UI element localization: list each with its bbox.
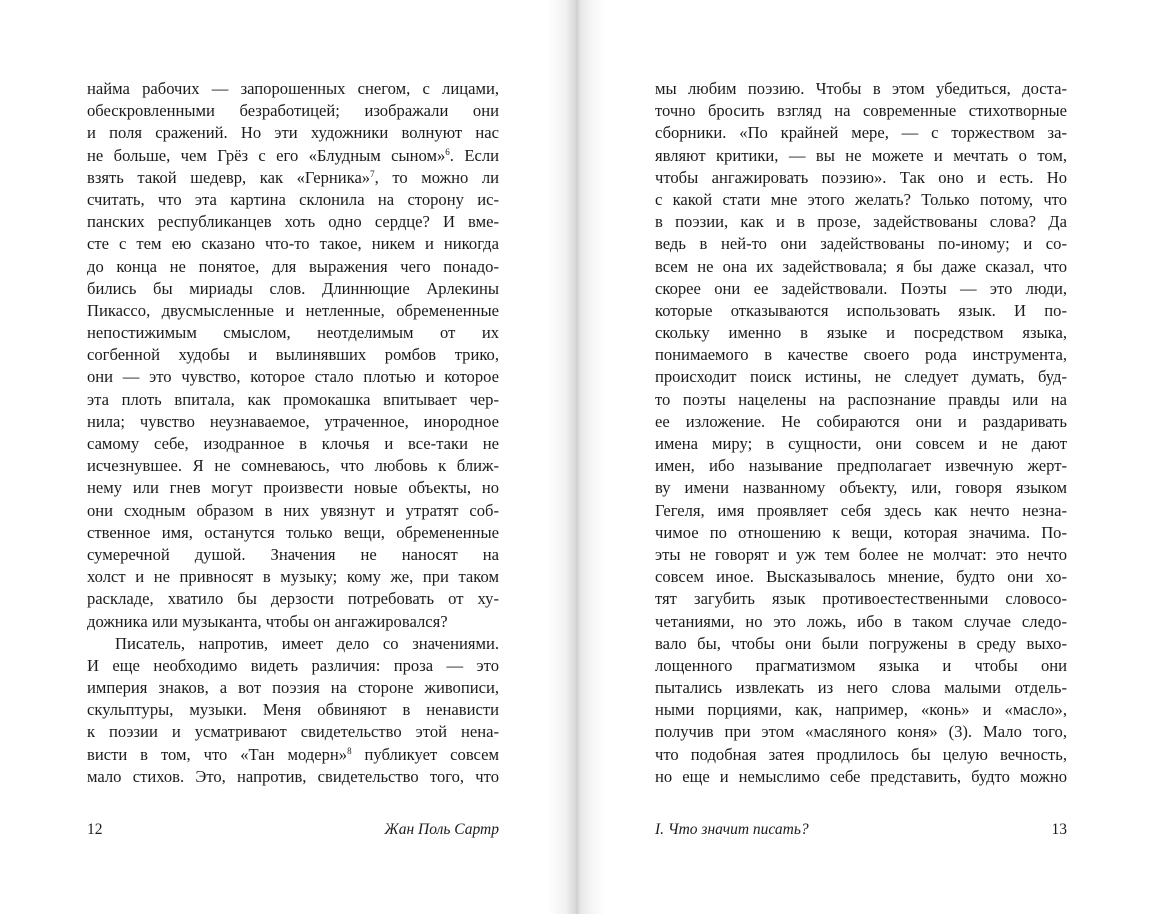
text-line: мы любим поэзию. Чтобы в этом убедиться, доста- <box>655 79 1067 98</box>
text-line: империя знаков, а вот поэзия на стороне живописи, <box>87 678 499 698</box>
text-line: Пикассо, двусмысленные и нетленные, обремененные <box>87 300 499 320</box>
text-line: но еще и немыслимо себе представить, будто можно <box>655 766 1067 786</box>
text-line: эты не говорят и уж тем более не молчат: это нечто <box>655 544 1067 564</box>
text-line: самому себе, изодранное в клочья и все-таки не <box>87 434 499 453</box>
text-line: холст и не привносят в музыку; кому же, при таком <box>87 567 499 587</box>
text-line: Гегеля, имя проявляет себя здесь как нечто незна- <box>655 500 1067 520</box>
text-line: мало стихов. Это, напротив, свидетельство того, что <box>87 766 499 786</box>
text-line: согбенной худобы и вылинявших ромбов трико, <box>87 345 499 365</box>
text-line: происходит поиск истины, не следует думать, буд- <box>655 367 1067 387</box>
text-segment: не больше, чем Грёз с его «Блудным сыном» <box>87 145 446 165</box>
paragraph-first-line: Писатель, напротив, имеет дело со значениями. <box>115 633 499 653</box>
text-segment: . Если <box>449 145 499 165</box>
book-gutter <box>548 0 606 914</box>
text-line: исчезнувшее. Я не сомневаюсь, что любовь к ближ- <box>87 456 499 476</box>
right-page-body <box>655 78 1067 788</box>
text-line: чтобы ангажировать поэзию». Так оно и есть. Но <box>655 167 1067 187</box>
text-segment: публикует совсем <box>351 744 499 764</box>
text-line: ственное имя, останутся только вещи, обремененные <box>87 522 499 542</box>
text-line: с какой стати мне этого желать? Только потому, что <box>655 189 1067 209</box>
text-line: они сходным образом в них увязнут и утратят соб- <box>87 500 499 520</box>
text-line: нему или гнев могут произвести новые объекты, но <box>87 478 499 498</box>
text-line: вало бы, чтобы они были погружены в среду выхо- <box>655 633 1067 653</box>
page-number: 12 <box>87 821 103 838</box>
text-segment: висти в том, что «Тан модерн» <box>87 744 348 764</box>
text-line: сте с тем ею сказано что-то такое, никем и никогда <box>87 234 499 254</box>
text-line: скольку именно в языке и посредством языка, <box>655 323 1067 343</box>
running-head-chapter: I. Что значит писать? <box>655 821 809 838</box>
text-line: совсем иное. Высказывалось мнение, будто они хо- <box>655 567 1067 587</box>
text-segment: , то можно ли <box>374 167 499 187</box>
text-line: что подобная затея продлилось бы целую вечность, <box>655 744 1067 764</box>
text-line: точно бросить взгляд на современные стихотворные <box>655 101 1067 121</box>
right-page-footer <box>655 820 1067 840</box>
text-line: в поэзии, как и в прозе, задействованы слова? Да <box>655 212 1067 232</box>
text-line: до конца не понятое, для выражения чего понадо- <box>87 256 499 276</box>
page-number: 13 <box>1051 821 1067 838</box>
text-line: И еще необходимо видеть различия: проза — это <box>87 655 499 675</box>
text-line: считать, что эта картина склонила на сторону ис- <box>87 189 499 209</box>
text-line: являют критики, — вы не можете и мечтать о том, <box>655 145 1067 165</box>
text-line: к поэзии и усматривают свидетельство этой нена- <box>87 722 499 742</box>
left-page-body <box>87 78 499 788</box>
text-line: ными порциями, как, например, «конь» и «масло», <box>655 700 1067 720</box>
text-line: сумеречной душой. Значения не наносят на <box>87 544 499 564</box>
text-line: имен, ибо называние предполагает извечную жерт- <box>655 456 1067 476</box>
footnote-marker[interactable]: 8 <box>347 745 352 756</box>
text-line: найма рабочих — запорошенных снегом, с лицами, <box>87 79 499 98</box>
text-line: скорее они ее задействовали. Поэты — это люди, <box>655 278 1067 298</box>
text-line: ву имени названному объекту, или, говоря языком <box>655 478 1067 498</box>
running-head-author: Жан Поль Сартр <box>384 821 499 838</box>
text-line: непостижимым смыслом, неотделимым от их <box>87 323 499 343</box>
text-line: обескровленными безработицей; изображали они <box>87 101 499 121</box>
left-page-footer <box>87 820 499 840</box>
text-line: четаниями, но это ложь, ибо в таком случае следо- <box>655 611 1067 631</box>
text-line: эта плоть впитала, как промокашка впитывает чер- <box>87 389 499 409</box>
text-line: бились бы мириады слов. Длиннющие Арлекины <box>87 278 499 298</box>
text-line: пытались извлекать из него слова малыми отдель- <box>655 678 1067 698</box>
text-line: которые отказываются использовать язык. И по- <box>655 300 1067 320</box>
text-line: они — это чувство, которое стало плотью и которое <box>87 367 499 387</box>
text-line: ее изложение. Не собираются они и раздаривать <box>655 411 1067 431</box>
text-segment: взять такой шедевр, как «Герника» <box>87 167 371 187</box>
text-line: скульптуры, музыки. Меня обвиняют в ненависти <box>87 700 499 720</box>
text-line: панских республиканцев хоть одно сердце? И вме- <box>87 212 499 232</box>
text-line: нила; чувство неузнаваемое, утраченное, инородное <box>87 411 499 431</box>
text-line: ведь в ней-то они задействованы по-иному; и со- <box>655 234 1067 254</box>
text-line <box>87 145 499 167</box>
text-line: тят загубить язык противоестественными словосо- <box>655 589 1067 609</box>
text-line <box>87 744 499 766</box>
text-line: раскладе, хватило бы дерзости потребовать от ху- <box>87 589 499 609</box>
text-line: лощенного прагматизмом языка и чтобы они <box>655 655 1067 675</box>
footnote-marker[interactable]: 7 <box>370 168 375 179</box>
text-line: понимаемого в качестве своего рода инструмента, <box>655 345 1067 365</box>
text-line: дожника или музыканта, чтобы он ангажировался? <box>87 611 448 631</box>
text-line: и поля сражений. Но эти художники волнуют нас <box>87 123 499 143</box>
text-line: получив при этом «масляного коня» (3). Мало того, <box>655 722 1067 742</box>
text-line: чимое по отношению к вещи, которая значима. По- <box>655 522 1067 542</box>
text-line: всем не она их задействовала; я бы даже сказал, что <box>655 256 1067 276</box>
text-line: имена миру; в сущности, они совсем и не дают <box>655 434 1067 453</box>
text-line: сборники. «По крайней мере, — с торжеством за- <box>655 123 1067 143</box>
text-line: то поэты нацелены на распознание правды или на <box>655 389 1067 409</box>
footnote-marker[interactable]: 6 <box>445 146 450 157</box>
text-line <box>87 167 499 189</box>
